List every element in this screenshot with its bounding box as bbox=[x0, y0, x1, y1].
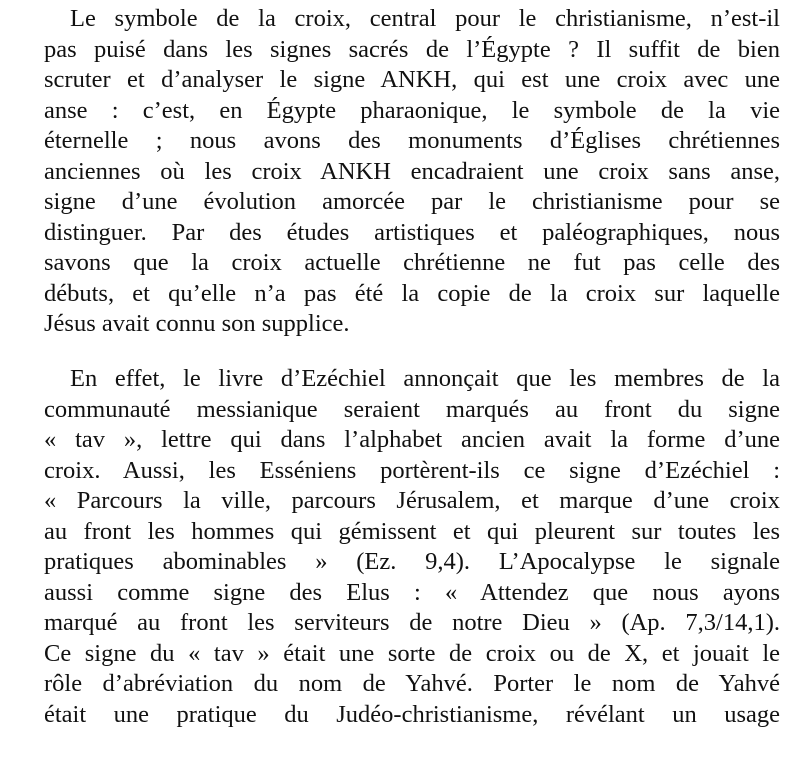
text-line: En effet, le livre d’Ezéchiel annonçait que les membres de la bbox=[70, 365, 780, 392]
text-line: Le symbole de la croix, central pour le christianisme, n’est-il bbox=[70, 5, 780, 32]
text-line: « Parcours la ville, parcours Jérusalem, et marque d’une croix bbox=[44, 487, 780, 514]
text-line: pratiques abominables » (Ez. 9,4). L’Apocalypse le signale bbox=[44, 548, 780, 575]
text-line: signe d’une évolution amorcée par le christianisme pour se bbox=[44, 188, 780, 215]
text-line: marqué au front les serviteurs de notre Dieu » (Ap. 7,3/14,1). bbox=[44, 609, 780, 636]
text-line: « tav », lettre qui dans l’alphabet ancien avait la forme d’une bbox=[44, 426, 780, 453]
text-line: distinguer. Par des études artistiques et paléographiques, nous bbox=[44, 218, 780, 246]
text-line: rôle d’abréviation du nom de Yahvé. Porter le nom de Yahvé bbox=[44, 670, 780, 697]
text-line: anse : c’est, en Égypte pharaonique, le symbole de la vie bbox=[44, 96, 780, 124]
text-line: communauté messianique seraient marqués au front du signe bbox=[44, 395, 780, 423]
text-line: au front les hommes qui gémissent et qui pleurent sur toutes les bbox=[44, 517, 780, 545]
text-line: anciennes où les croix ANKH encadraient une croix sans anse, bbox=[44, 157, 780, 185]
text-line: était une pratique du Judéo-christianisme, révélant un usage bbox=[44, 700, 780, 728]
text-line: scruter et d’analyser le signe ANKH, qui est une croix avec une bbox=[44, 66, 780, 93]
text-line: aussi comme signe des Elus : « Attendez que nous ayons bbox=[44, 578, 780, 606]
text-line: croix. Aussi, les Esséniens portèrent-ils ce signe d’Ezéchiel : bbox=[44, 456, 780, 484]
text-line: pas puisé dans les signes sacrés de l’Égypte ? Il suffit de bien bbox=[44, 35, 780, 63]
text-line: savons que la croix actuelle chrétienne ne fut pas celle des bbox=[44, 249, 780, 276]
paragraph-2 bbox=[44, 364, 780, 730]
text-line: Jésus avait connu son supplice. bbox=[44, 310, 350, 337]
paragraph-1 bbox=[44, 4, 780, 340]
text-line: éternelle ; nous avons des monuments d’Églises chrétiennes bbox=[44, 127, 780, 154]
text-line: débuts, et qu’elle n’a pas été la copie de la croix sur laquelle bbox=[44, 279, 780, 307]
text-line: Ce signe du « tav » était une sorte de croix ou de X, et jouait le bbox=[44, 639, 780, 667]
